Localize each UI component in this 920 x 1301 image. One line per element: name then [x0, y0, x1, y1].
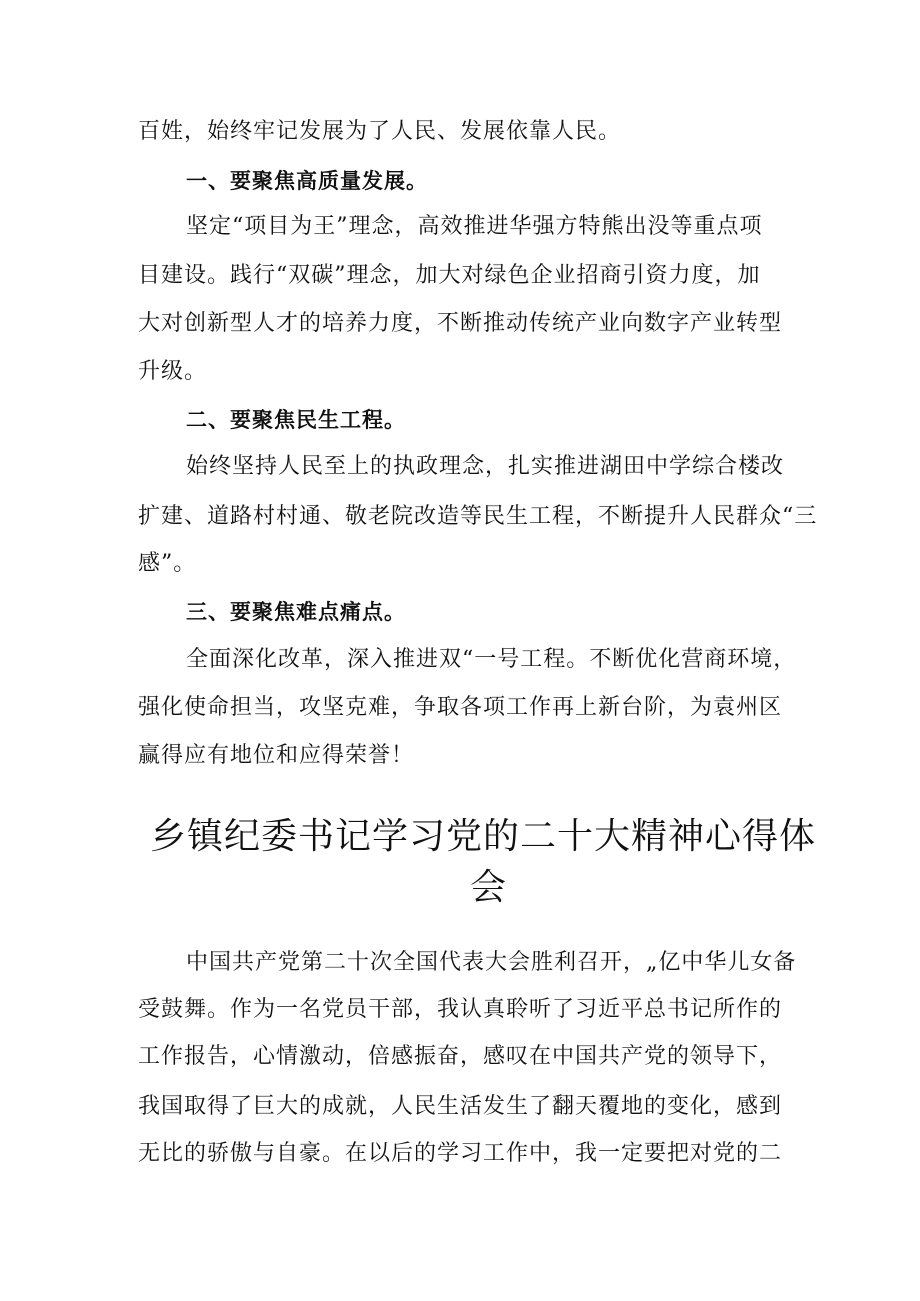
article-title-line-2: 会	[470, 867, 508, 908]
paragraph-line: 坚定“项目为王”理念，高效推进华强方特熊出没等重点项	[186, 214, 763, 239]
paragraph-line: 我国取得了巨大的成就，人民生活发生了翻天覆地的变化，感到	[138, 1094, 783, 1119]
paragraph-line: 始终坚持人民至上的执政理念，扎实推进湖田中学综合楼改	[186, 454, 785, 479]
paragraph-line: 扩建、道路村村通、敬老院改造等民生工程，不断提升人民群众“三	[138, 504, 818, 529]
section-heading-1: 一、要聚焦高质量发展。	[186, 169, 428, 193]
paragraph-line: 受鼓舞。作为一名党员干部，我认真聆听了习近平总书记所作的	[138, 997, 783, 1022]
paragraph-line: 工作报告，心情激动，倍感振奋，感叹在中国共产党的领导下，	[138, 1044, 783, 1069]
paragraph-line: 全面深化改革，深入推进双“一号工程。不断优化营商环境，	[186, 647, 797, 672]
paragraph-line: 感”。	[138, 551, 197, 576]
paragraph-line: 升级。	[138, 359, 208, 384]
paragraph-line: 中国共产党第二十次全国代表大会胜利召开，„亿中华儿女备	[186, 950, 797, 975]
paragraph-line: 强化使命担当，攻坚克难，争取各项工作再上新台阶，为袁州区	[138, 695, 783, 720]
section-heading-3: 三、要聚焦难点痛点。	[186, 600, 406, 624]
section-heading-2: 二、要聚焦民生工程。	[186, 408, 406, 432]
paragraph-line: 百姓，始终牢记发展为了人民、发展依靠人民。	[138, 119, 622, 144]
paragraph-line: 无比的骄傲与自豪。在以后的学习工作中，我一定要把对党的二	[138, 1141, 783, 1166]
article-title-line-1: 乡镇纪委书记学习党的二十大精神心得体	[150, 816, 817, 857]
paragraph-line: 目建设。践行“双碳”理念，加大对绿色企业招商引资力度，加	[138, 263, 761, 288]
paragraph-line: 赢得应有地位和应得荣誉！	[138, 743, 415, 768]
paragraph-line: 大对创新型人才的培养力度，不断推动传统产业向数字产业转型	[138, 311, 783, 336]
